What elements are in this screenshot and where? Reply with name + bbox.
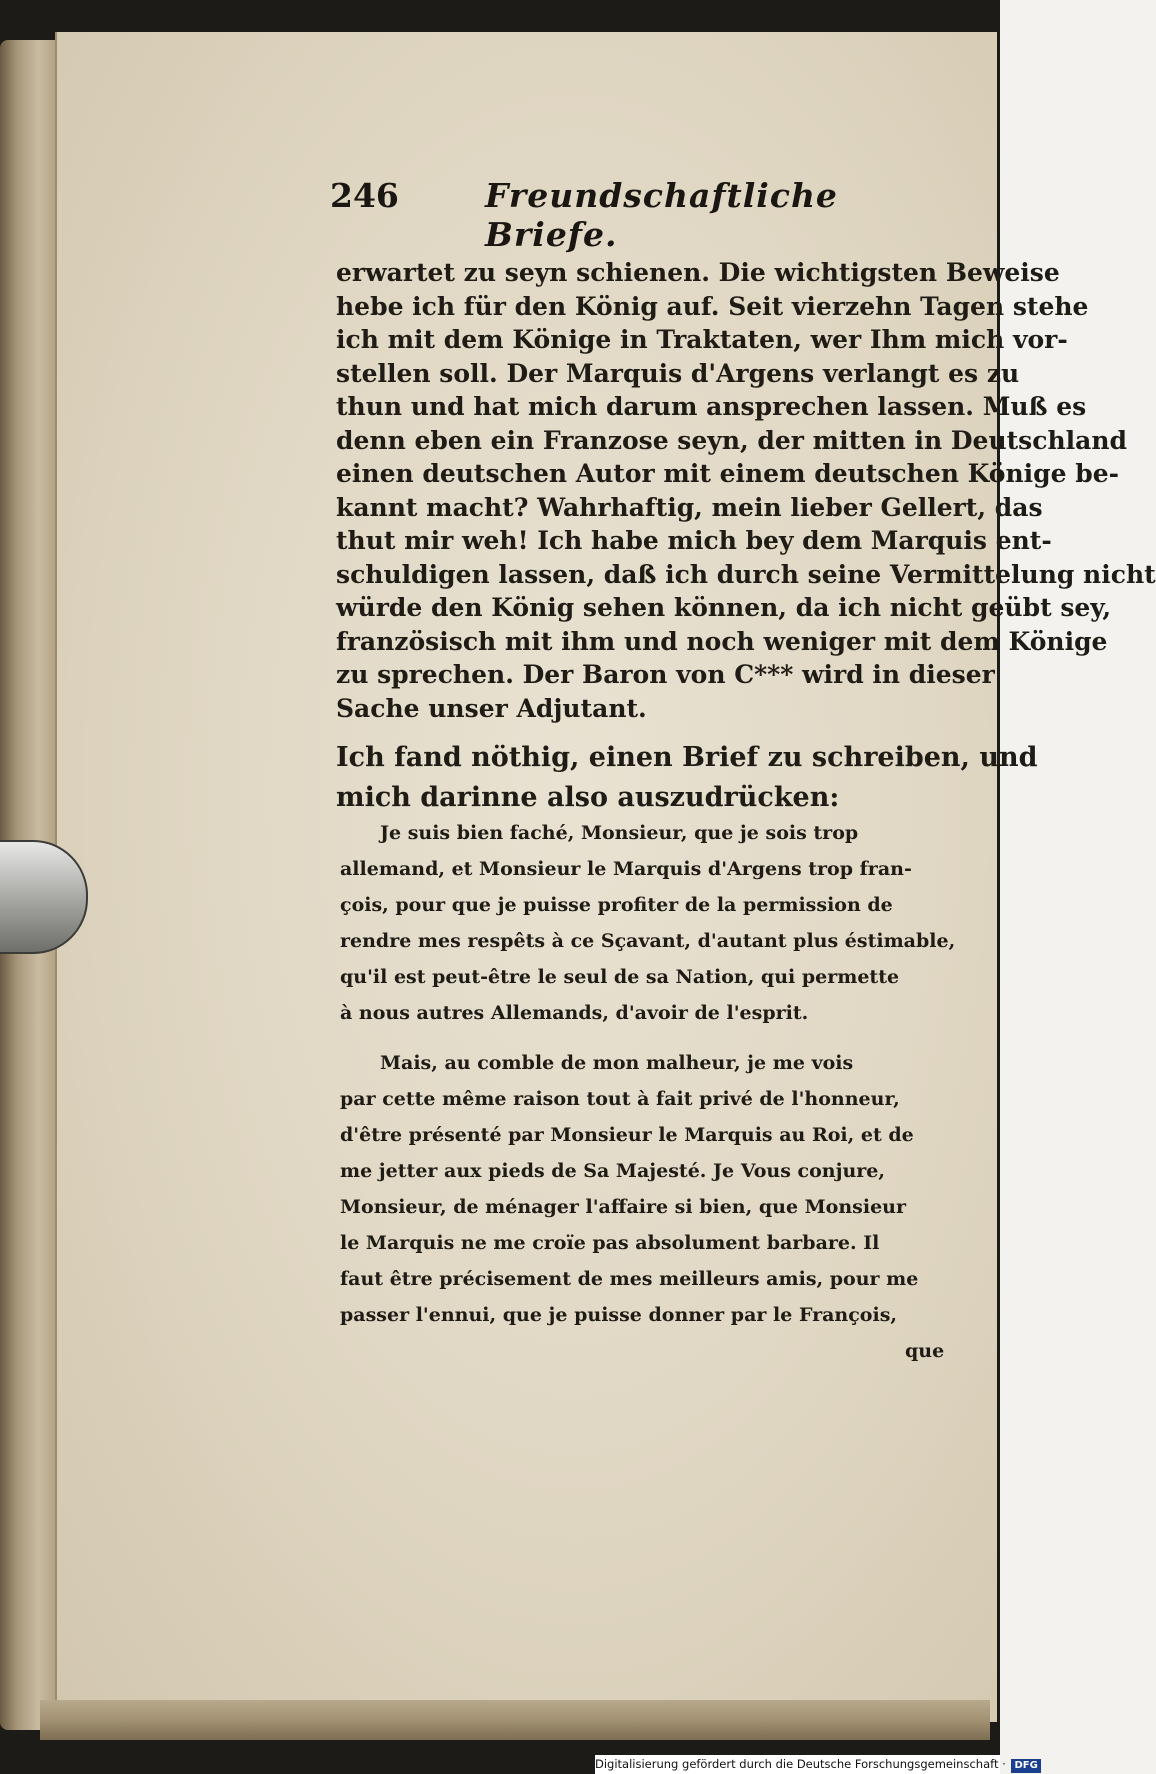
text-line: thut mir weh! Ich habe mich bey dem Marquis ent- [336, 526, 1052, 555]
text-line: schuldigen lassen, daß ich durch seine Vermittelung nicht [336, 559, 1156, 589]
text-line: à nous autres Allemands, d'avoir de l'esprit. [340, 1002, 809, 1024]
running-header [330, 176, 838, 254]
text-line: me jetter aux pieds de Sa Majesté. Je Vous conjure, [340, 1160, 885, 1182]
text-line: d'être présenté par Monsieur le Marquis au Roi, et de [340, 1124, 914, 1146]
text-line: Ich fand nöthig, einen Brief zu schreiben, und [336, 742, 1038, 773]
text-line: thun und hat mich darum ansprechen lassen. Muß es [336, 392, 1087, 421]
text-line: allemand, et Monsieur le Marquis d'Argens trop fran- [340, 858, 912, 880]
page-number: 246 [330, 176, 399, 215]
credit-text: Digitalisierung gefördert durch die Deutsche Forschungsgemeinschaft · [595, 1757, 1006, 1771]
text-line: denn eben ein Franzose seyn, der mitten in Deutschland [336, 425, 1128, 455]
text-line: le Marquis ne me croïe pas absolument barbare. Il [340, 1232, 880, 1254]
dfg-logo: DFG [1011, 1759, 1040, 1773]
text-line: erwartet zu seyn schienen. Die wichtigsten Beweise [336, 258, 1060, 287]
text-line: würde den König sehen können, da ich nicht geübt sey, [336, 593, 1112, 622]
text-line: passer l'ennui, que je puisse donner par le François, [340, 1304, 898, 1326]
text-line: mich darinne also auszudrücken: [336, 782, 840, 813]
text-line: qu'il est peut-être le seul de sa Nation, qui permette [340, 966, 900, 988]
text-line: par cette même raison tout à fait privé de l'honneur, [340, 1088, 900, 1110]
text-line: stellen soll. Der Marquis d'Argens verlangt es zu [336, 358, 1020, 388]
text-line: einen deutschen Autor mit einem deutschen Könige be- [336, 459, 1119, 488]
page-stack-edge [40, 1700, 990, 1740]
text-line: Mais, au comble de mon malheur, je me vois [380, 1052, 854, 1074]
text-line: zu sprechen. Der Baron von C*** wird in dieser [336, 660, 995, 689]
text-line: rendre mes respêts à ce Sçavant, d'autant plus éstimable, [340, 930, 956, 952]
text-line: Sache unser Adjutant. [336, 693, 647, 723]
text-line: çois, pour que je puisse profiter de la permission de [340, 894, 893, 916]
text-line: französisch mit ihm und noch weniger mit dem Könige [336, 626, 1108, 656]
text-line: hebe ich für den König auf. Seit vierzehn Tagen stehe [336, 291, 1089, 321]
text-line: que [905, 1340, 945, 1362]
digitization-credit [595, 1755, 1038, 1774]
text-line: kannt macht? Wahrhaftig, mein lieber Gellert, das [336, 492, 1043, 522]
text-line: faut être précisement de mes meilleurs amis, pour me [340, 1268, 919, 1290]
text-line: Monsieur, de ménager l'affaire si bien, que Monsieur [340, 1196, 906, 1218]
text-line: ich mit dem Könige in Traktaten, wer Ihm mich vor- [336, 325, 1068, 354]
running-title: Freundschaftliche Briefe. [485, 176, 838, 254]
text-line: Je suis bien faché, Monsieur, que je sois trop [380, 822, 859, 844]
